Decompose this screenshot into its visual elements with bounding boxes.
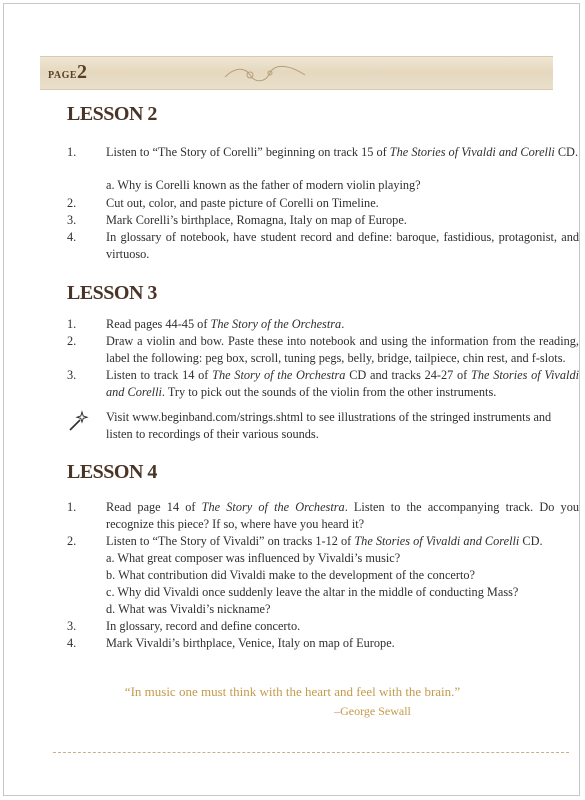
footer-divider <box>53 752 569 753</box>
quote-text: “In music one must think with the heart and feel with the brain.” <box>124 684 461 699</box>
lesson-2-title: LESSON 2 <box>67 103 157 125</box>
lesson-4-question-b: b. What contribution did Vivaldi make to the development of the concerto? <box>106 568 475 582</box>
lesson-4-question-a: a. What great composer was influenced by Vivaldi’s music? <box>106 551 401 565</box>
magic-wand-icon <box>66 409 90 433</box>
lesson-4-question-c: c. Why did Vivaldi once suddenly leave the altar in the middle of conducting Mass? <box>106 585 519 599</box>
item-text: Listen to “The Story of Vivaldi” on tracks 1-12 of The Stories of Vivaldi and Corelli CD. <box>106 534 543 548</box>
lesson-4-question-d: d. What was Vivaldi’s nickname? <box>106 602 271 616</box>
item-number: 2. <box>67 534 77 548</box>
item-text: Mark Corelli’s birthplace, Romagna, Italy on map of Europe. <box>106 213 407 227</box>
page-word: PAGE <box>48 70 78 81</box>
item-number: 4. <box>67 636 77 650</box>
ornament-icon <box>220 63 310 85</box>
page-header-banner <box>40 56 553 90</box>
item-number: 3. <box>67 368 77 382</box>
lesson-2-question-a: a. Why is Corelli known as the father of modern violin playing? <box>106 178 421 192</box>
item-text: In glossary, record and define concerto. <box>106 619 301 633</box>
item-number: 3. <box>67 619 77 633</box>
item-number: 1. <box>67 317 77 331</box>
item-text: In glossary of notebook, have student record and define: baroque, fastidious, protagonist, and virtuoso. <box>106 230 579 261</box>
item-number: 3. <box>67 213 77 227</box>
lesson-4-title: LESSON 4 <box>67 461 157 483</box>
item-number: 1. <box>67 145 77 159</box>
item-number: 2. <box>67 334 77 348</box>
item-text: Listen to track 14 of The Story of the Orchestra CD and tracks 24-27 of The Stories of Vivaldi and Corelli. Try to pick out the sounds of the violin from the other instruments. <box>106 368 580 399</box>
lesson-3-title: LESSON 3 <box>67 282 157 304</box>
item-number: 2. <box>67 196 77 210</box>
item-number: 1. <box>67 500 77 514</box>
item-text: Mark Vivaldi’s birthplace, Venice, Italy on map of Europe. <box>106 636 395 650</box>
lesson-3-note: Visit www.beginband.com/strings.shtml to see illustrations of the stringed instruments and listen to recordings of their various sounds. <box>106 410 552 441</box>
item-text: Read page 14 of The Story of the Orchestra. Listen to the accompanying track. Do you recognize this piece? If so, where have you heard it? <box>106 500 580 531</box>
quote-author: –George Sewall <box>334 704 411 718</box>
page-label <box>48 63 87 83</box>
item-text: Listen to “The Story of Corelli” beginning on track 15 of The Stories of Vivaldi and Corelli CD. <box>106 145 579 159</box>
item-text: Cut out, color, and paste picture of Corelli on Timeline. <box>106 196 379 210</box>
item-text: Draw a violin and bow. Paste these into notebook and using the information from the reading, label the following: peg box, scroll, tuning pegs, belly, bridge, tailpiece, chin rest, and f-slots. <box>106 334 579 365</box>
item-number: 4. <box>67 230 77 244</box>
page-number: 2 <box>77 61 88 83</box>
item-text: Read pages 44-45 of The Story of the Orchestra. <box>106 317 345 331</box>
